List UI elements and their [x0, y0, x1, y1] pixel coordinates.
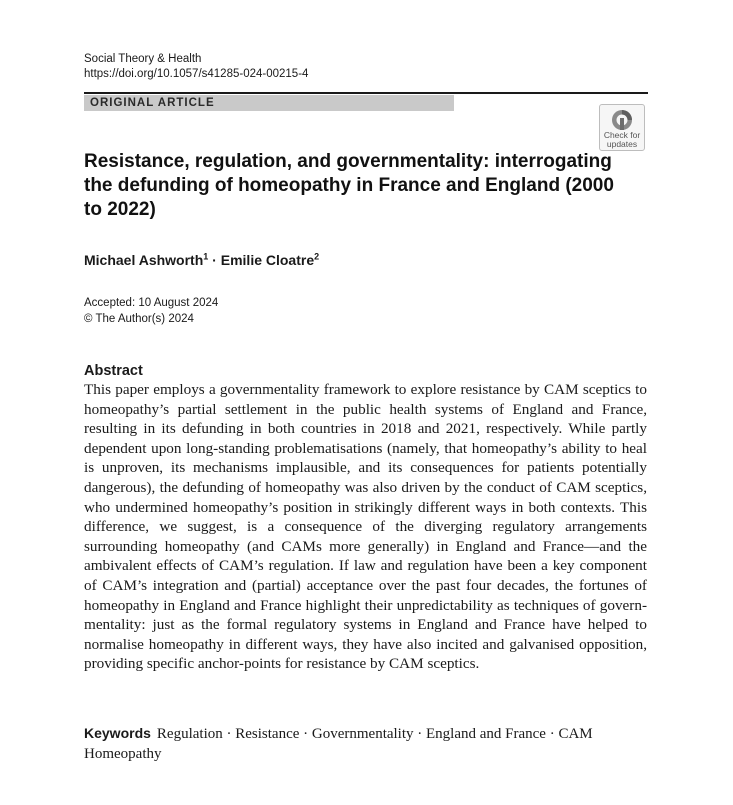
header-rule [84, 92, 648, 94]
check-for-updates-badge[interactable] [599, 104, 645, 151]
author-list [84, 251, 319, 269]
article-type-label: ORIGINAL ARTICLE [90, 97, 215, 109]
doi-link[interactable]: https://doi.org/10.1057/s41285-024-00215-4 [84, 68, 309, 80]
keywords-list: Regulation · Resistance · Governmentality · England and France · CAM Homeopathy [84, 726, 593, 762]
keywords-section [84, 723, 647, 764]
journal-name: Social Theory & Health [84, 53, 202, 65]
author-affiliation: 2 [314, 251, 320, 262]
author-separator: · [208, 252, 221, 268]
abstract-heading: Abstract [84, 363, 143, 379]
check-for-updates-label: Check for updates [603, 130, 641, 149]
check-for-updates-icon [610, 109, 634, 131]
abstract-text: This paper employs a governmentality framework to explore resistance by CAM sceptics to homeopathy’s partial settlement in the public health systems of England and France, resulting in its defunding in both countries in 2018 and 2021, respectively. While partly dependent upon long-standing problematisations (namely, that homeopathy’s ability to heal is unproven, its mechanisms implausible, and its consequences for patients potentially dangerous), the defunding of homeopathy was also driven by the conduct of CAM sceptics, who undermined homeopathy’s position in strikingly different ways in both contexts. This difference, we suggest, is a consequence of the diverging regulatory arrangements surrounding homeopathy (and CAMs more generally) in England and France—and the ambivalent effects of CAM’s regulation. If law and regulation have been a key component of CAM’s integration and (partial) acceptance over the past four decades, the fortunes of homeopathy in England and France highlight their unpredictability as techniques of governmentality: just as the formal regulatory systems in England and France have helped to normalise homeopathy in different ways, they have also incited and galvanised opposition, providing specific anchor-points for resistance by CAM sceptics. [84, 381, 647, 673]
keywords-label: Keywords [84, 725, 151, 741]
author-name[interactable]: Emilie Cloatre [220, 252, 315, 268]
author-name[interactable]: Michael Ashworth [84, 252, 204, 268]
accepted-date: Accepted: 10 August 2024 [84, 297, 219, 309]
copyright-notice: © The Author(s) 2024 [84, 313, 194, 325]
author-affiliation: 1 [203, 251, 209, 262]
article-title: Resistance, regulation, and governmentality: interrogating the defunding of homeopathy in France and England (2000 to 2022) [84, 151, 614, 220]
